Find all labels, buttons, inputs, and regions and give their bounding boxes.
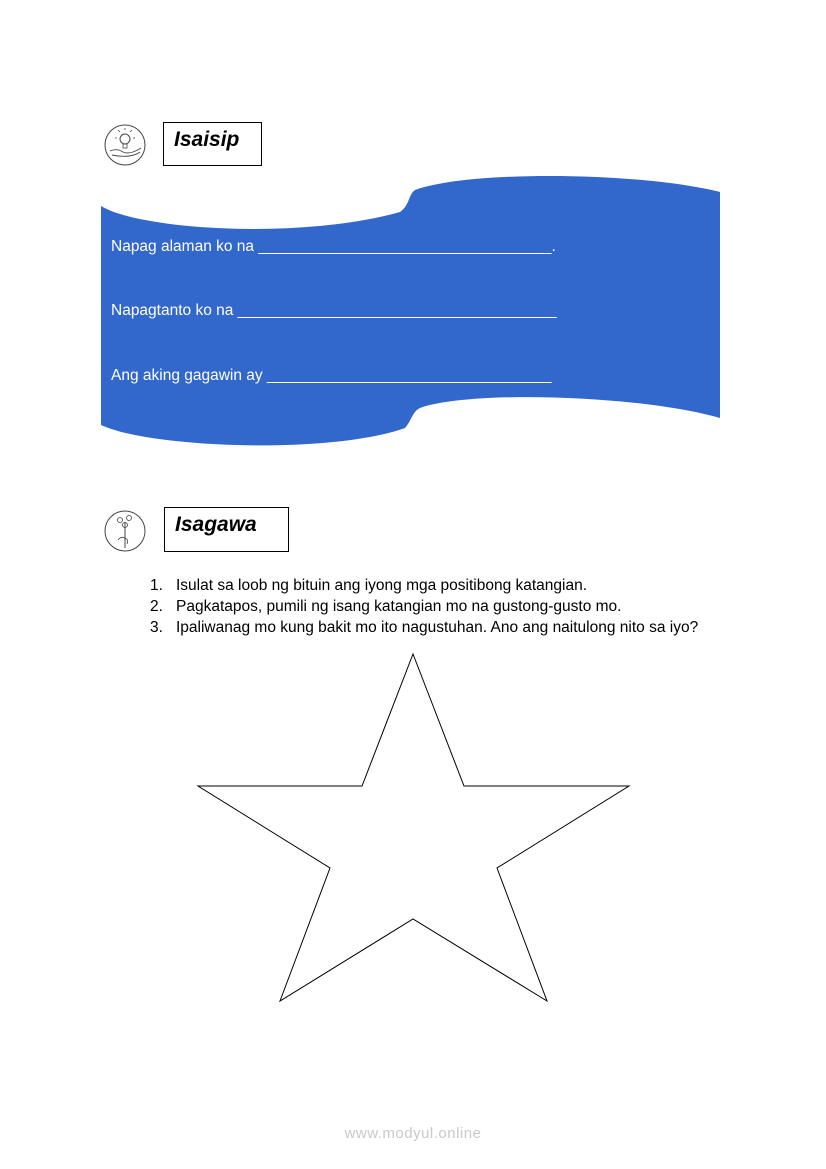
watermark: www.modyul.online [344,1125,482,1142]
banner-line-napagtanto: Napagtanto ko na _____________________________________ [111,302,557,319]
plant-hand-icon [103,510,147,552]
steps-list [150,575,698,638]
banner-line-gagawin: Ang aking gagawin ay _________________________________ [111,367,552,384]
list-item: 1. Isulat sa loob ng bituin ang iyong mga positibong katangian. [150,577,588,594]
list-item: 3. Ipaliwanag mo kung bakit mo ito nagustuhan. Ano ang naitulong nito sa iyo? [150,619,699,636]
isaisip-title: Isaisip [163,122,262,166]
isaisip-banner [0,0,826,460]
list-item: 2. Pagkatapos, pumili ng isang katangian mo na gustong-gusto mo. [150,598,622,615]
banner-line-napag-alaman: Napag alaman ko na __________________________________. [111,238,556,255]
isagawa-title: Isagawa [164,507,289,552]
